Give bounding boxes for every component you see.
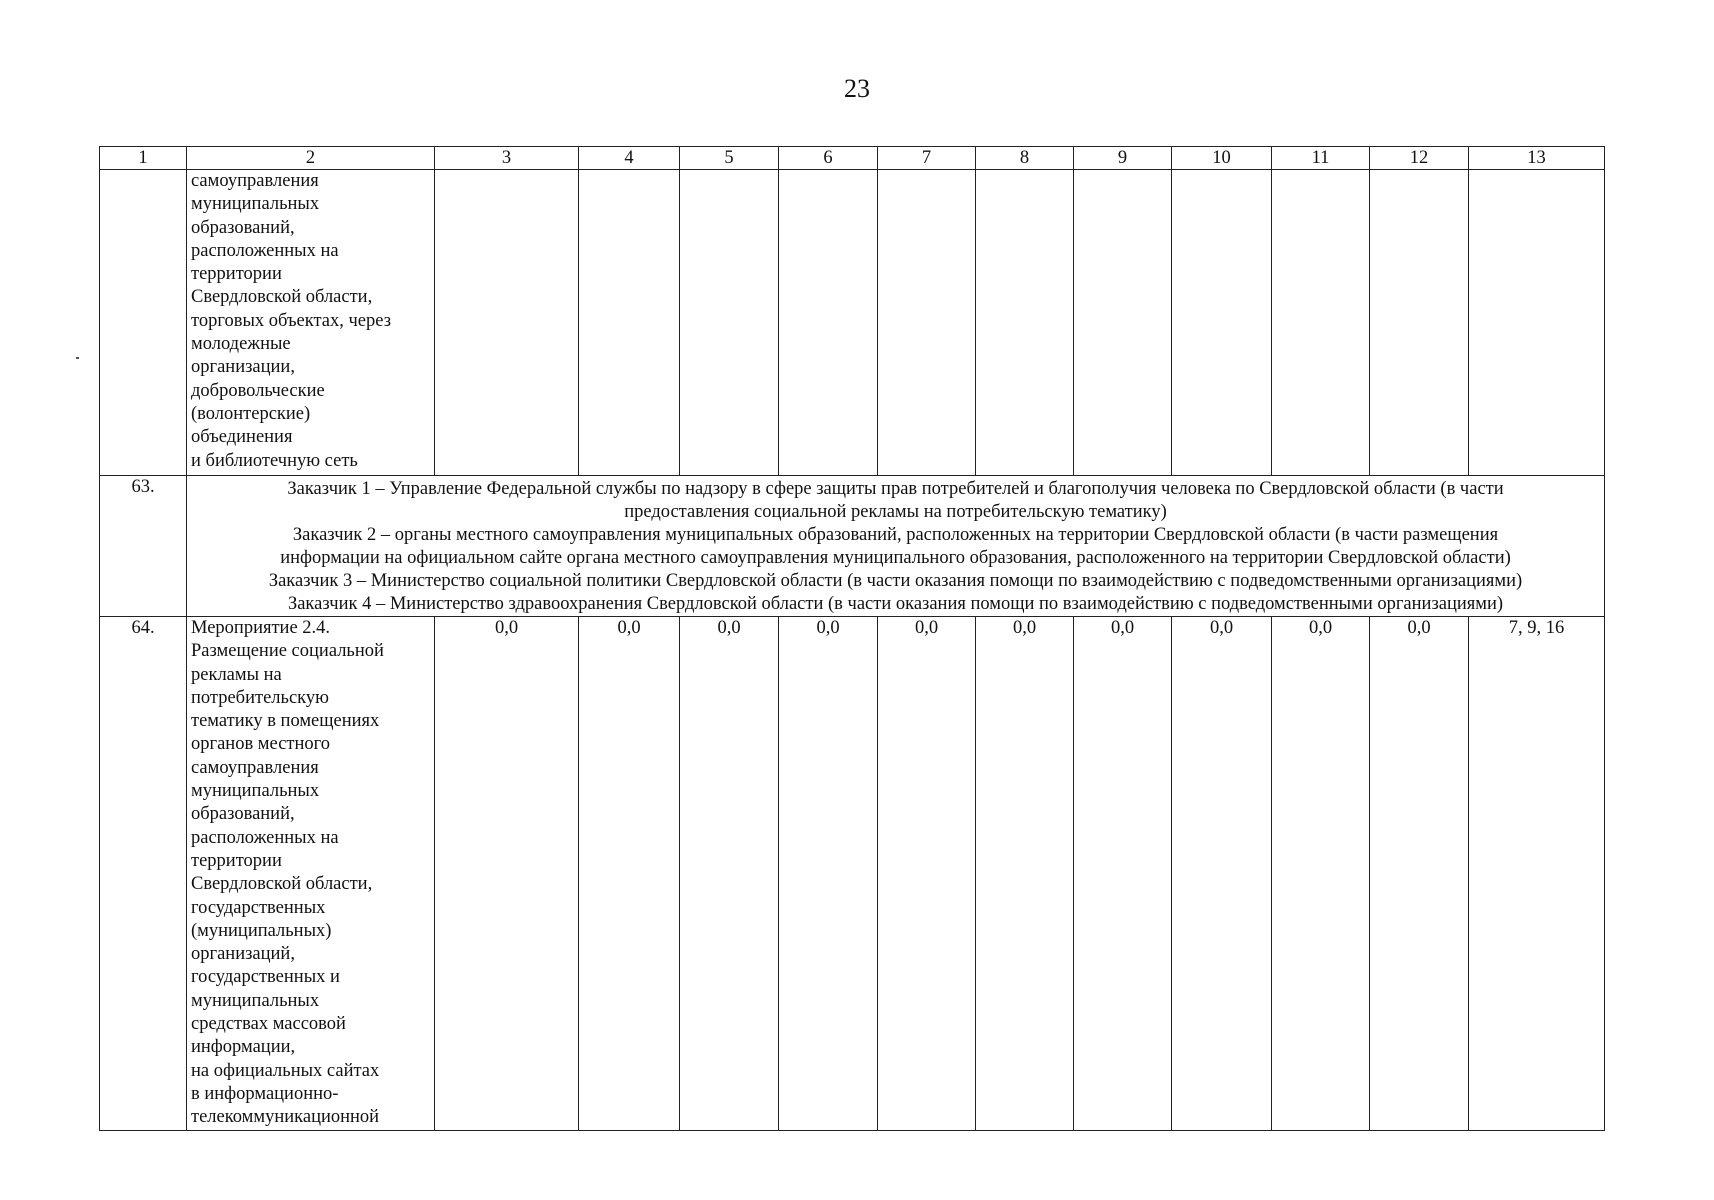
column-header: 1 (100, 147, 187, 170)
page-number: 23 (844, 74, 870, 103)
description-line: самоуправления (191, 757, 319, 778)
target-indicators-cell: 7, 9, 16 (1469, 617, 1605, 1131)
table-row-64 (100, 617, 1605, 1131)
description-line: органов местного (191, 734, 331, 755)
description-line: территории (191, 850, 282, 871)
description-line: объединения (191, 427, 293, 448)
customer-line: Заказчик 2 – органы местного самоуправления муниципальных образований, расположенных на территории Свердловской области (в части размещения (292, 525, 1499, 545)
description-line: Размещение социальной (191, 641, 384, 662)
description-line: Свердловской области, (191, 287, 373, 308)
customer-line: Заказчик 1 – Управление Федеральной службы по надзору в сфере защиты прав потребителей и благополучия человека по Свердловской области (в части (287, 479, 1504, 499)
value-cell: 0,0 (1272, 617, 1370, 1131)
description-line: расположенных на (191, 240, 339, 261)
description-line: Свердловской области, (191, 874, 373, 895)
empty-cell (1272, 170, 1370, 476)
column-header: 10 (1172, 147, 1272, 170)
description-line: средствах массовой (191, 1014, 346, 1035)
empty-cell (579, 170, 680, 476)
row-number-cell: 64. (100, 617, 187, 1131)
description-line: информации, (191, 1037, 296, 1058)
column-header: 5 (680, 147, 779, 170)
description-line: на официальных сайтах (191, 1060, 380, 1081)
value-cell: 0,0 (976, 617, 1074, 1131)
table-row-continuation (100, 170, 1605, 476)
column-header: 12 (1370, 147, 1469, 170)
description-line: Мероприятие 2.4. (191, 618, 331, 638)
empty-cell (779, 170, 878, 476)
description-line: государственных и (191, 967, 340, 988)
column-header: 11 (1272, 147, 1370, 170)
column-header: 8 (976, 147, 1074, 170)
value-cell: 0,0 (579, 617, 680, 1131)
description-line: торговых объектах, через (191, 310, 392, 331)
description-line: муниципальных (191, 194, 320, 215)
customer-line: информации на официальном сайте органа местного самоуправления муниципального образования, расположенного на территории Свердловской области) (280, 548, 1511, 568)
empty-cell (435, 170, 579, 476)
column-header: 7 (878, 147, 976, 170)
description-line: и библиотечную сеть (191, 450, 358, 471)
description-line: образований, (191, 217, 295, 238)
table-row-63 (100, 476, 1605, 617)
program-activities-table (99, 146, 1605, 1131)
activity-description-cell (187, 170, 435, 476)
empty-cell (1370, 170, 1469, 476)
description-line: образований, (191, 804, 295, 825)
value-cell: 0,0 (1074, 617, 1172, 1131)
empty-cell (976, 170, 1074, 476)
empty-cell (680, 170, 779, 476)
row-number-cell: 63. (100, 476, 187, 617)
column-header: 6 (779, 147, 878, 170)
column-header: 13 (1469, 147, 1605, 170)
customers-cell (187, 476, 1605, 617)
customer-line: Заказчик 4 – Министерство здравоохранения Свердловской области (в части оказания помощи по взаимодействию с подведомственными организациями) (287, 594, 1504, 614)
description-line: потребительскую (191, 687, 329, 708)
description-line: молодежные (191, 334, 291, 355)
description-line: государственных (191, 897, 326, 918)
column-header: 2 (187, 147, 435, 170)
description-line: (волонтерские) (191, 403, 311, 424)
description-line: добровольческие (191, 380, 325, 401)
activity-description-cell (187, 617, 435, 1131)
empty-cell (1172, 170, 1272, 476)
column-header: 9 (1074, 147, 1172, 170)
value-cell: 0,0 (1172, 617, 1272, 1131)
customer-line: предоставления социальной рекламы на потребительскую тематику) (624, 502, 1167, 522)
description-line: организации, (191, 357, 295, 378)
description-line: расположенных на (191, 827, 339, 848)
empty-cell (878, 170, 976, 476)
column-header: 3 (435, 147, 579, 170)
description-line: организаций, (191, 944, 295, 965)
value-cell: 0,0 (435, 617, 579, 1131)
description-line: тематику в помещениях (191, 711, 380, 732)
column-header: 4 (579, 147, 680, 170)
value-cell: 0,0 (878, 617, 976, 1131)
value-cell: 0,0 (680, 617, 779, 1131)
description-line: самоуправления (191, 171, 319, 191)
empty-cell (1469, 170, 1605, 476)
empty-cell (1074, 170, 1172, 476)
value-cell: 0,0 (1370, 617, 1469, 1131)
value-cell: 0,0 (779, 617, 878, 1131)
row-number-cell (100, 170, 187, 476)
customer-line: Заказчик 3 – Министерство социальной политики Свердловской области (в части оказания помощи по взаимодействию с подведомственными организациями) (268, 571, 1523, 591)
scan-artifact-mark (76, 357, 79, 359)
description-line: в информационно- (191, 1083, 339, 1104)
description-line: территории (191, 264, 282, 285)
column-number-header-row (100, 147, 1605, 170)
description-line: телекоммуникационной (191, 1107, 380, 1128)
description-line: муниципальных (191, 990, 320, 1011)
description-line: муниципальных (191, 781, 320, 802)
description-line: рекламы на (191, 664, 282, 685)
description-line: (муниципальных) (191, 920, 332, 941)
